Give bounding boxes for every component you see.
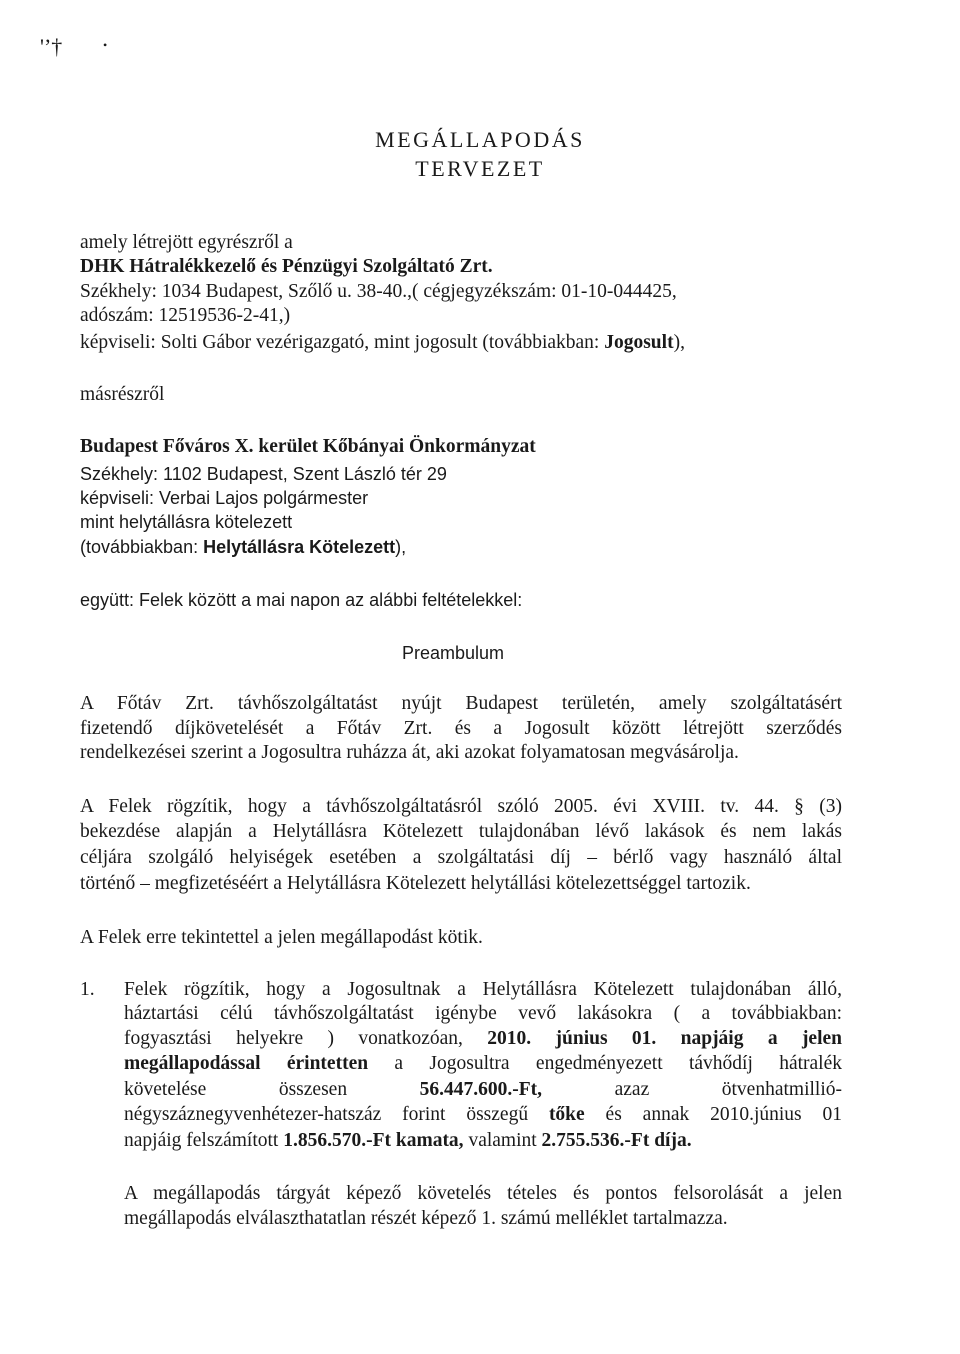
item-number: 1. bbox=[80, 979, 95, 1000]
document-title: MEGÁLLAPODÁS bbox=[375, 127, 585, 152]
party1-seat: Székhely: 1034 Budapest, Szőlő u. 38-40.,( cégjegyzékszám: 01-10-044425, bbox=[80, 281, 677, 302]
paragraph-line: A Főtáv Zrt. távhőszolgáltatást nyújt Budapest területén, amely szolgáltatásért bbox=[80, 693, 842, 714]
together-line: együtt: Felek között a mai napon az alábbi feltételekkel: bbox=[80, 590, 523, 610]
paragraph-line: céljára szolgáló helyiségek esetében a szolgáltatási díj – bérlő vagy használó által bbox=[80, 847, 842, 868]
item-line: fogyasztási helyekre ) vonatkozóan, 2010. június 01. napjáig a jelen bbox=[124, 1028, 843, 1049]
preamble-heading: Preambulum bbox=[402, 643, 505, 663]
paragraph-line: fizetendő díjkövetelését a Főtáv Zrt. és a Jogosult között létrejött szerződés bbox=[80, 718, 842, 739]
item-line: háztartási célú távhőszolgáltatást igénybe vevő lakásokra ( a továbbiakban: bbox=[124, 1003, 842, 1024]
item-line: napjáig felszámított 1.856.570.-Ft kamata, valamint 2.755.536.-Ft díja. bbox=[124, 1130, 692, 1151]
document-subtitle: TERVEZET bbox=[415, 156, 545, 181]
party2-name: Budapest Főváros X. kerület Kőbányai Önkormányzat bbox=[80, 436, 536, 457]
paragraph-line: A Felek erre tekintettel a jelen megállapodást kötik. bbox=[80, 927, 483, 948]
item-line: megállapodással érintetten a Jogosultra engedményezett távhődíj hátralék bbox=[124, 1053, 842, 1074]
other-side-label: másrészről bbox=[80, 384, 165, 405]
item-line: követelése összesen 56.447.600.-Ft, azaz ötvenhatmillió- bbox=[124, 1079, 842, 1100]
paragraph-line: megállapodás elválaszthatatlan részét képező 1. számú melléklet tartalmazza. bbox=[124, 1208, 728, 1229]
party1-representative: képviseli: Solti Gábor vezérigazgató, mint jogosult (továbbiakban: Jogosult), bbox=[80, 332, 685, 353]
party1-name: DHK Hátralékkezelő és Pénzügyi Szolgáltató Zrt. bbox=[80, 256, 493, 277]
party2-seat: Székhely: 1102 Budapest, Szent László tér 29 bbox=[80, 464, 447, 484]
paragraph-line: A Felek rögzítik, hogy a távhőszolgáltatásról szóló 2005. évi XVIII. tv. 44. § (3) bbox=[80, 796, 842, 817]
corner-mark: '’† bbox=[40, 34, 63, 59]
paragraph-line: történő – megfizetéséért a Helytállásra Kötelezett helytállási kötelezettséggel tartozik. bbox=[80, 873, 751, 894]
paragraph-line: bekezdése alapján a Helytállásra Kötelezett tulajdonában lévő lakások és nem lakás bbox=[80, 821, 842, 842]
item-line: négyszáznegyvenhétezer-hatszáz forint összegű tőke és annak 2010.június 01 bbox=[124, 1104, 842, 1125]
item-line: Felek rögzítik, hogy a Jogosultnak a Helytállásra Kötelezett tulajdonában álló, bbox=[124, 979, 842, 1000]
paragraph-line: rendelkezései szerint a Jogosultra ruházza át, aki azokat folyamatosan megvásárolja. bbox=[80, 742, 739, 763]
party2-role: mint helytállásra kötelezett bbox=[80, 512, 293, 532]
paragraph-line: A megállapodás tárgyát képező követelés tételes és pontos felsorolását a jelen bbox=[124, 1183, 842, 1204]
corner-tick: • bbox=[103, 38, 108, 52]
party2-alias: (továbbiakban: Helytállásra Kötelezett), bbox=[80, 537, 407, 557]
party1-intro: amely létrejött egyrészről a bbox=[80, 232, 293, 253]
party1-tax-number: adószám: 12519536-2-41,) bbox=[80, 305, 291, 326]
party2-representative: képviseli: Verbai Lajos polgármester bbox=[80, 488, 369, 508]
